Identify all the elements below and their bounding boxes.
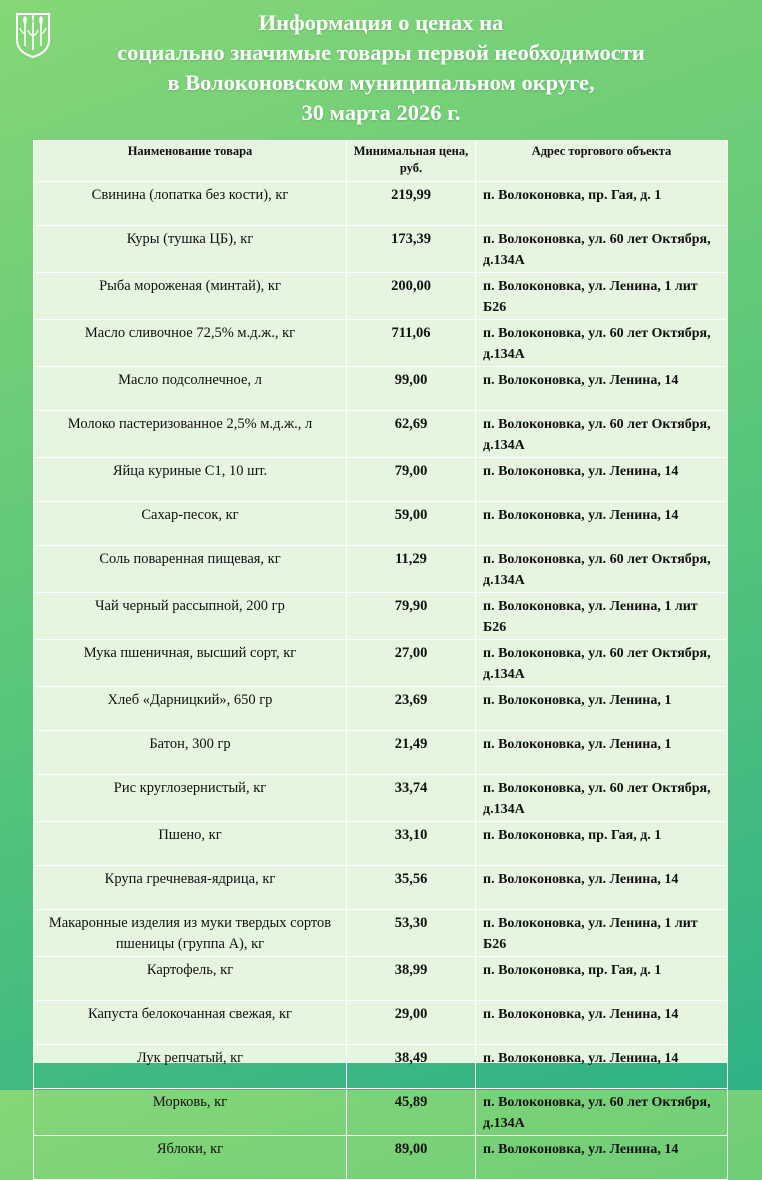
product-name-cell: Мука пшеничная, высший сорт, кг: [34, 640, 347, 687]
table-row: [34, 1001, 728, 1045]
table-body: [34, 182, 728, 1180]
address-cell: п. Волоконовка, ул. Ленина, 14: [476, 367, 728, 411]
price-cell: 62,69: [347, 411, 476, 458]
product-name-cell: Лук репчатый, кг: [34, 1045, 347, 1089]
address-cell: п. Волоконовка, ул. 60 лет Октября, д.134А: [476, 320, 728, 367]
price-cell: 711,06: [347, 320, 476, 367]
product-name-cell: Батон, 300 гр: [34, 731, 347, 775]
table-row: [34, 957, 728, 1001]
product-name-cell: Рис круглозернистый, кг: [34, 775, 347, 822]
product-name-cell: Масло подсолнечное, л: [34, 367, 347, 411]
product-name-cell: Свинина (лопатка без кости), кг: [34, 182, 347, 226]
product-name-cell: Крупа гречневая-ядрица, кг: [34, 866, 347, 910]
product-name-cell: Картофель, кг: [34, 957, 347, 1001]
price-cell: 173,39: [347, 226, 476, 273]
table-row: [34, 866, 728, 910]
price-cell: 89,00: [347, 1136, 476, 1180]
address-cell: п. Волоконовка, ул. 60 лет Октября, д.134А: [476, 411, 728, 458]
title-line-1: Информация о ценах на: [258, 10, 504, 35]
product-name-cell: Молоко пастеризованное 2,5% м.д.ж., л: [34, 411, 347, 458]
table-row: [34, 458, 728, 502]
address-cell: п. Волоконовка, ул. 60 лет Октября, д.134А: [476, 775, 728, 822]
price-cell: 29,00: [347, 1001, 476, 1045]
price-cell: 23,69: [347, 687, 476, 731]
table-row: [34, 593, 728, 640]
table-row: [34, 822, 728, 866]
address-cell: п. Волоконовка, ул. 60 лет Октября, д.134А: [476, 1089, 728, 1136]
table-row: [34, 182, 728, 226]
product-name-cell: Морковь, кг: [34, 1089, 347, 1136]
table-row: [34, 546, 728, 593]
price-cell: 99,00: [347, 367, 476, 411]
table-row: [34, 273, 728, 320]
price-cell: 200,00: [347, 273, 476, 320]
product-name-cell: Чай черный рассыпной, 200 гр: [34, 593, 347, 640]
price-cell: 27,00: [347, 640, 476, 687]
title-line-2: социально значимые товары первой необходимости: [117, 40, 645, 65]
address-cell: п. Волоконовка, пр. Гая, д. 1: [476, 182, 728, 226]
product-name-cell: Соль поваренная пищевая, кг: [34, 546, 347, 593]
address-cell: п. Волоконовка, ул. Ленина, 1: [476, 687, 728, 731]
table-row: [34, 687, 728, 731]
table-row: [34, 1089, 728, 1136]
price-cell: 33,74: [347, 775, 476, 822]
table-row: [34, 411, 728, 458]
table-row: [34, 1045, 728, 1089]
product-name-cell: Масло сливочное 72,5% м.д.ж., кг: [34, 320, 347, 367]
header-min-price: Минимальная цена, руб.: [347, 141, 476, 182]
address-cell: п. Волоконовка, пр. Гая, д. 1: [476, 957, 728, 1001]
product-name-cell: Капуста белокочанная свежая, кг: [34, 1001, 347, 1045]
price-cell: 79,90: [347, 593, 476, 640]
price-cell: 219,99: [347, 182, 476, 226]
table-row: [34, 320, 728, 367]
product-name-cell: Рыба мороженая (минтай), кг: [34, 273, 347, 320]
table-header-row: [34, 141, 728, 182]
address-cell: п. Волоконовка, ул. Ленина, 1 лит Б26: [476, 910, 728, 957]
address-cell: п. Волоконовка, ул. Ленина, 1: [476, 731, 728, 775]
product-name-cell: Хлеб «Дарницкий», 650 гр: [34, 687, 347, 731]
price-cell: 35,56: [347, 866, 476, 910]
address-cell: п. Волоконовка, ул. Ленина, 14: [476, 1045, 728, 1089]
table-row: [34, 910, 728, 957]
product-name-cell: Яйца куриные С1, 10 шт.: [34, 458, 347, 502]
table-row: [34, 367, 728, 411]
price-cell: 38,99: [347, 957, 476, 1001]
price-cell: 33,10: [347, 822, 476, 866]
table-row: [34, 731, 728, 775]
address-cell: п. Волоконовка, ул. Ленина, 1 лит Б26: [476, 593, 728, 640]
price-cell: 53,30: [347, 910, 476, 957]
price-cell: 11,29: [347, 546, 476, 593]
price-cell: 38,49: [347, 1045, 476, 1089]
table-row: [34, 775, 728, 822]
address-cell: п. Волоконовка, ул. Ленина, 14: [476, 502, 728, 546]
address-cell: п. Волоконовка, пр. Гая, д. 1: [476, 822, 728, 866]
price-cell: 21,49: [347, 731, 476, 775]
product-name-cell: Куры (тушка ЦБ), кг: [34, 226, 347, 273]
product-name-cell: Яблоки, кг: [34, 1136, 347, 1180]
address-cell: п. Волоконовка, ул. Ленина, 1 лит Б26: [476, 273, 728, 320]
price-table: [33, 140, 728, 1180]
table-row: [34, 502, 728, 546]
table-row: [34, 226, 728, 273]
price-table-container: [33, 140, 727, 1157]
price-cell: 45,89: [347, 1089, 476, 1136]
product-name-cell: Пшено, кг: [34, 822, 347, 866]
address-cell: п. Волоконовка, ул. Ленина, 14: [476, 866, 728, 910]
product-name-cell: Макаронные изделия из муки твердых сортов пшеницы (группа А), кг: [34, 910, 347, 957]
product-name-cell: Сахар-песок, кг: [34, 502, 347, 546]
table-row: [34, 640, 728, 687]
address-cell: п. Волоконовка, ул. Ленина, 14: [476, 1136, 728, 1180]
price-cell: 79,00: [347, 458, 476, 502]
header-store-address: Адрес торгового объекта: [476, 141, 728, 182]
table-row: [34, 1136, 728, 1180]
header-product-name: Наименование товара: [34, 141, 347, 182]
address-cell: п. Волоконовка, ул. Ленина, 14: [476, 458, 728, 502]
address-cell: п. Волоконовка, ул. 60 лет Октября, д.134А: [476, 546, 728, 593]
address-cell: п. Волоконовка, ул. 60 лет Октября, д.134А: [476, 640, 728, 687]
title-line-4: 30 марта 2026 г.: [301, 100, 461, 125]
title-line-3: в Волоконовском муниципальном округе,: [167, 70, 595, 95]
address-cell: п. Волоконовка, ул. Ленина, 14: [476, 1001, 728, 1045]
price-cell: 59,00: [347, 502, 476, 546]
address-cell: п. Волоконовка, ул. 60 лет Октября, д.134А: [476, 226, 728, 273]
page-title: [0, 8, 762, 128]
